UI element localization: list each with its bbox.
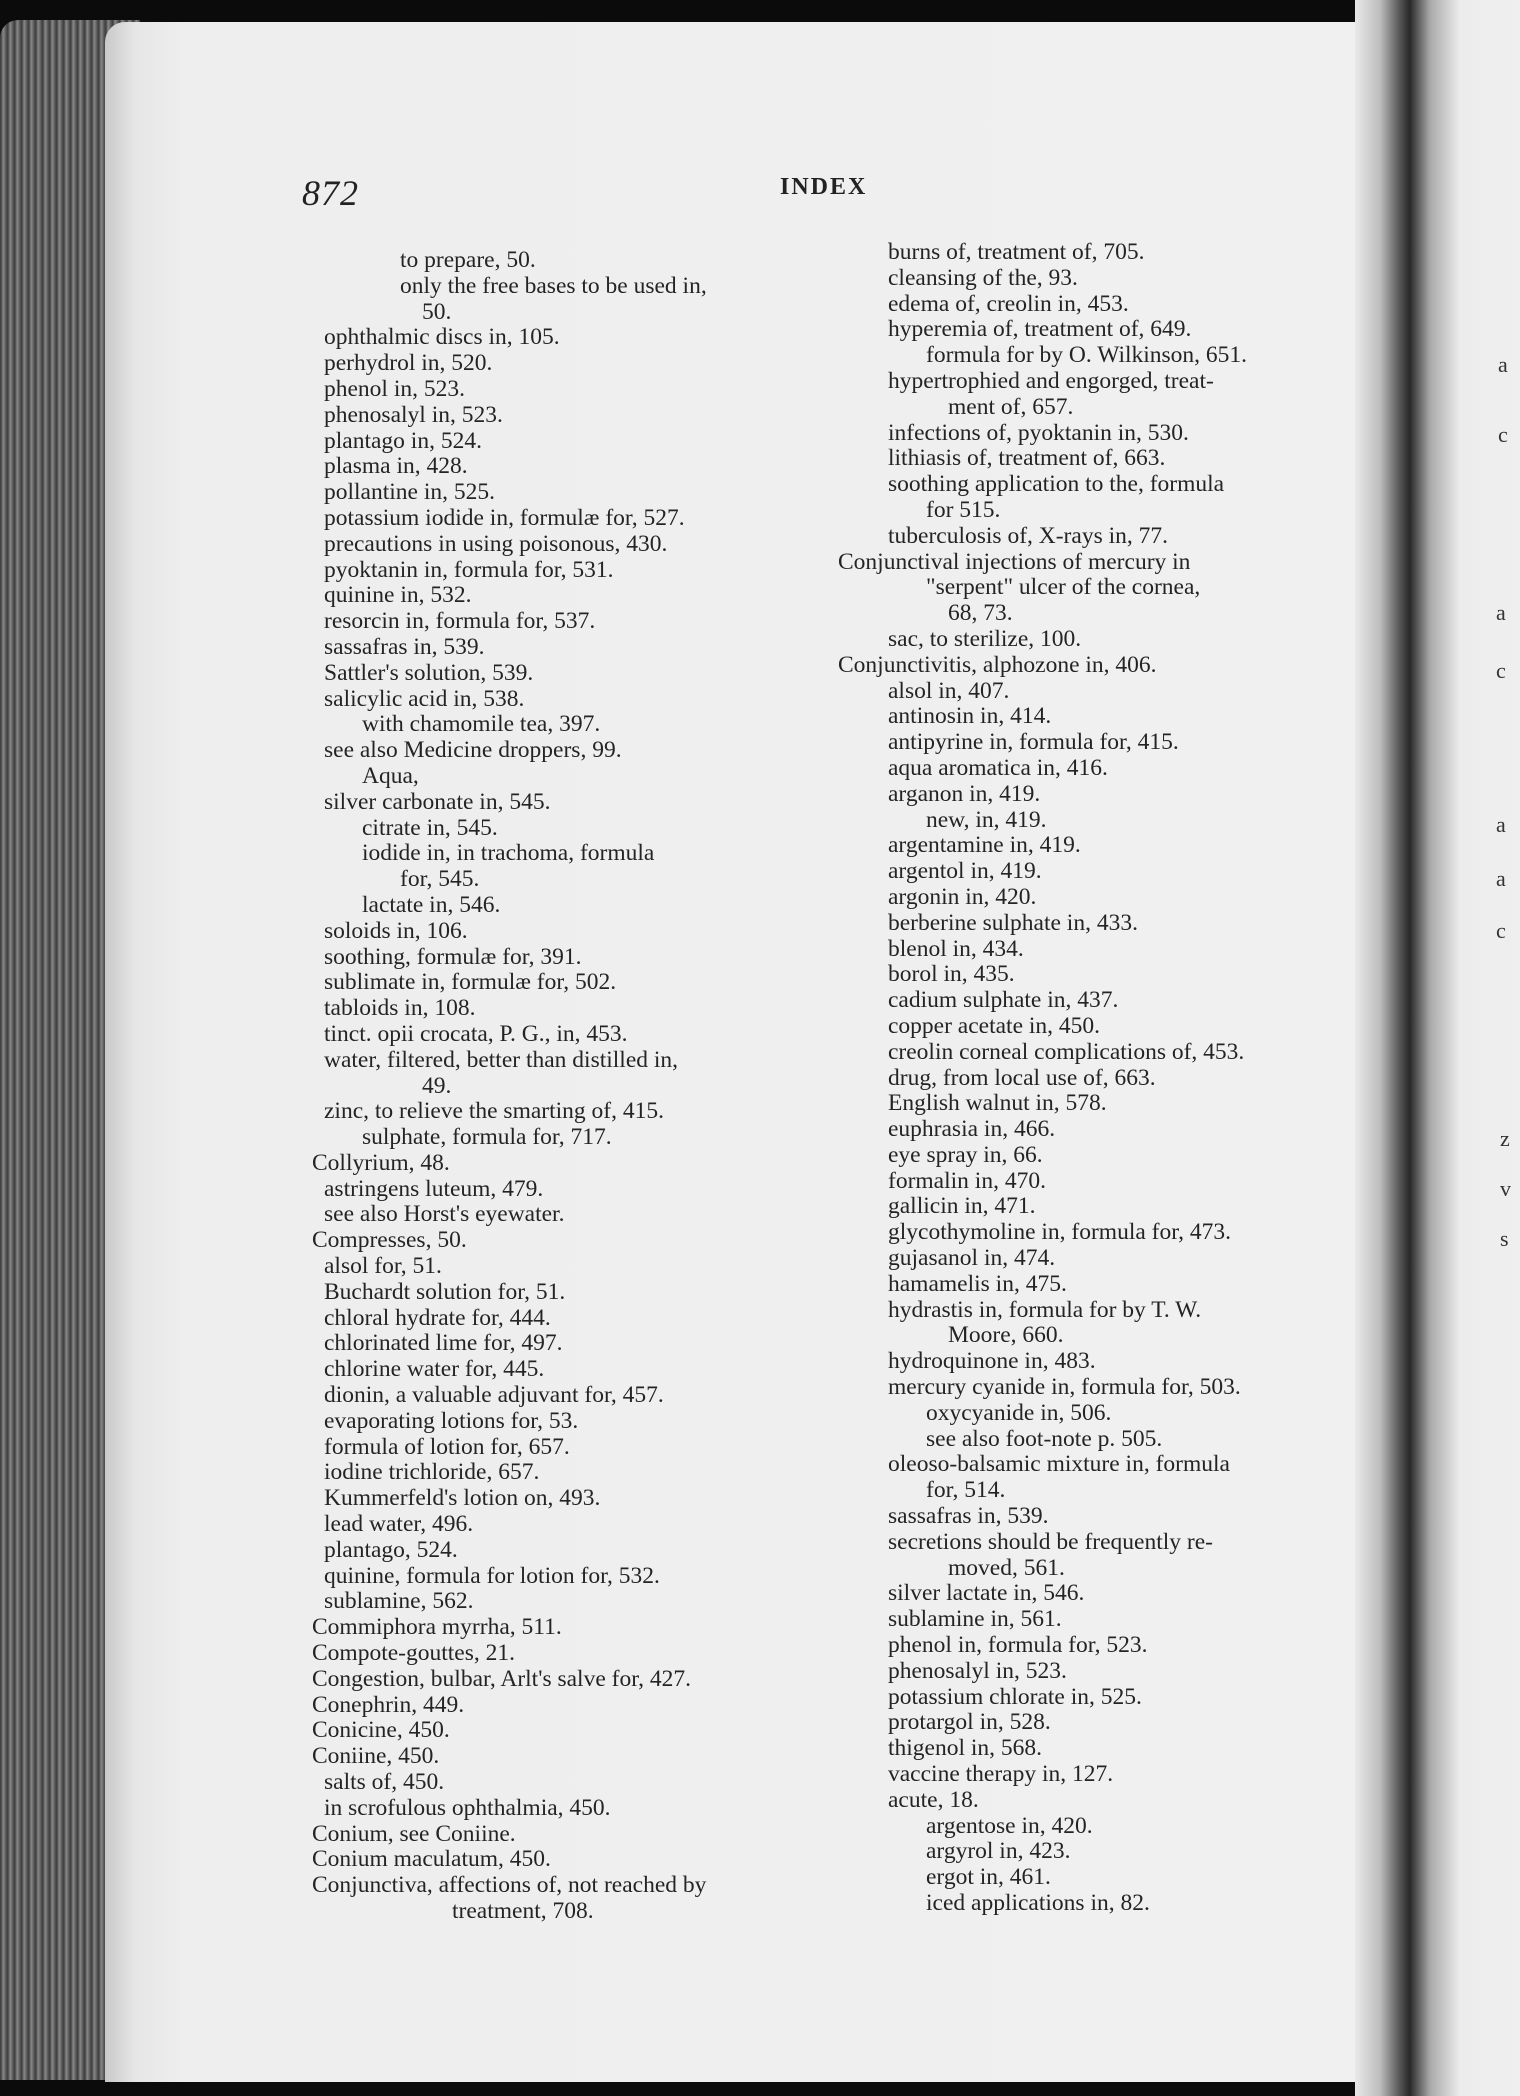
index-entry: pyoktanin in, formula for, 531. [324, 556, 614, 583]
index-entry: salicylic acid in, 538. [324, 685, 525, 712]
index-column-right [838, 240, 1358, 1917]
index-column-left [312, 248, 824, 1925]
index-entry: with chamomile tea, 397. [362, 711, 601, 738]
index-entry: phenol in, formula for, 523. [888, 1632, 1148, 1659]
index-entry: glycothymoline in, formula for, 473. [888, 1219, 1232, 1246]
index-entry: for, 545. [400, 866, 480, 893]
facing-page-letter: s [1500, 1226, 1509, 1251]
index-entry: silver carbonate in, 545. [324, 788, 551, 815]
index-entry: antipyrine in, formula for, 415. [888, 729, 1179, 756]
index-entry: Conjunctiva, affections of, not reached by [312, 1872, 707, 1899]
index-entry: secretions should be frequently re- [888, 1528, 1213, 1555]
index-entry: 49. [422, 1072, 452, 1099]
index-entry: Sattler's solution, 539. [324, 659, 534, 686]
index-entry: sublimate in, formulæ for, 502. [324, 969, 617, 996]
index-entry: iodide in, in trachoma, formula [362, 840, 655, 867]
index-entry: Moore, 660. [948, 1322, 1064, 1349]
index-entry: resorcin in, formula for, 537. [324, 608, 596, 635]
index-entry: hydroquinone in, 483. [888, 1348, 1096, 1375]
index-entry: quinine, formula for lotion for, 532. [324, 1562, 660, 1589]
index-entry: chlorinated lime for, 497. [324, 1330, 563, 1357]
index-entry: formula for by O. Wilkinson, 651. [926, 342, 1248, 369]
index-entry: chlorine water for, 445. [324, 1356, 545, 1383]
index-entry: salts of, 450. [324, 1769, 445, 1796]
index-entry: Conjunctivitis, alphozone in, 406. [838, 651, 1157, 678]
index-entry: argentol in, 419. [888, 858, 1042, 885]
facing-page-letter: z [1500, 1126, 1510, 1151]
index-entry: Conium, see Coniine. [312, 1820, 516, 1847]
index-entry: oxycyanide in, 506. [926, 1399, 1112, 1426]
index-entry: borol in, 435. [888, 961, 1015, 988]
index-entry: creolin corneal complications of, 453. [888, 1038, 1245, 1065]
index-entry: hyperemia of, treatment of, 649. [888, 316, 1192, 343]
index-entry: argentose in, 420. [926, 1812, 1093, 1839]
index-entry: berberine sulphate in, 433. [888, 909, 1138, 936]
index-entry: vaccine therapy in, 127. [888, 1761, 1114, 1788]
index-entry: antinosin in, 414. [888, 703, 1052, 730]
index-entry: dionin, a valuable adjuvant for, 457. [324, 1382, 664, 1409]
index-entry: protargol in, 528. [888, 1709, 1051, 1736]
index-entry: sassafras in, 539. [888, 1503, 1049, 1530]
index-entry: hamamelis in, 475. [888, 1270, 1067, 1297]
index-entry: ergot in, 461. [926, 1864, 1051, 1891]
index-entry: alsol in, 407. [888, 677, 1010, 704]
facing-page-letter: c [1496, 918, 1506, 943]
index-entry: potassium iodide in, formulæ for, 527. [324, 504, 685, 531]
index-entry: ment of, 657. [948, 393, 1074, 420]
index-entry: aqua aromatica in, 416. [888, 754, 1108, 781]
index-entry: zinc, to relieve the smarting of, 415. [324, 1098, 664, 1125]
index-entry: burns of, treatment of, 705. [888, 239, 1145, 265]
index-entry: phenosalyl in, 523. [324, 401, 503, 428]
facing-page-letter: c [1498, 422, 1508, 447]
index-entry: Aqua, [362, 762, 419, 789]
index-entry: formula of lotion for, 657. [324, 1433, 570, 1460]
index-entry: argentamine in, 419. [888, 832, 1081, 859]
index-entry: iodine trichloride, 657. [324, 1459, 540, 1486]
facing-page-letter: a [1496, 812, 1506, 837]
index-entry: sulphate, formula for, 717. [362, 1124, 612, 1151]
index-entry: formalin in, 470. [888, 1167, 1046, 1194]
index-entry: hydrastis in, formula for by T. W. [888, 1296, 1202, 1323]
index-entry: perhydrol in, 520. [324, 350, 493, 377]
index-entry: only the free bases to be used in, [400, 272, 707, 299]
facing-page-letter: c [1496, 658, 1506, 683]
index-entry: cadium sulphate in, 437. [888, 987, 1119, 1014]
index-entry: Kummerfeld's lotion on, 493. [324, 1485, 601, 1512]
index-entry: argonin in, 420. [888, 883, 1037, 910]
index-entry: see also Medicine droppers, 99. [324, 737, 622, 764]
index-entry: Compote-gouttes, 21. [312, 1640, 515, 1667]
index-entry: argyrol in, 423. [926, 1838, 1071, 1865]
index-entry: oleoso-balsamic mixture in, formula [888, 1451, 1230, 1478]
index-entry: acute, 18. [888, 1786, 979, 1813]
index-entry: iced applications in, 82. [926, 1890, 1150, 1916]
index-entry: pollantine in, 525. [324, 479, 496, 506]
facing-page-letter: v [1500, 1176, 1511, 1201]
index-entry: thigenol in, 568. [888, 1735, 1043, 1762]
index-entry: gujasanol in, 474. [888, 1245, 1056, 1272]
index-entry: tinct. opii crocata, P. G., in, 453. [324, 1020, 628, 1047]
index-entry: evaporating lotions for, 53. [324, 1407, 579, 1434]
index-entry: edema of, creolin in, 453. [888, 290, 1129, 317]
index-entry: astringens luteum, 479. [324, 1175, 544, 1202]
index-entry: sublamine, 562. [324, 1588, 474, 1615]
index-entry: lead water, 496. [324, 1511, 474, 1538]
index-entry: potassium chlorate in, 525. [888, 1683, 1142, 1710]
facing-page-letter: a [1498, 352, 1508, 377]
index-entry: Conium maculatum, 450. [312, 1846, 551, 1873]
index-entry: Commiphora myrrha, 511. [312, 1614, 562, 1641]
index-entry: Buchardt solution for, 51. [324, 1278, 566, 1305]
index-entry: Conicine, 450. [312, 1717, 450, 1744]
index-entry: sublamine in, 561. [888, 1606, 1062, 1633]
index-entry: drug, from local use of, 663. [888, 1064, 1156, 1091]
index-entry: Coniine, 450. [312, 1743, 440, 1770]
index-entry: 68, 73. [948, 600, 1013, 627]
index-entry: "serpent" ulcer of the cornea, [926, 574, 1201, 601]
index-entry: Compresses, 50. [312, 1227, 467, 1254]
index-entry: plasma in, 428. [324, 453, 468, 480]
facing-page-edge [1410, 0, 1520, 2096]
index-entry: to prepare, 50. [400, 247, 536, 273]
index-entry: alsol for, 51. [324, 1253, 442, 1280]
index-entry: chloral hydrate for, 444. [324, 1304, 551, 1331]
index-entry: hypertrophied and engorged, treat- [888, 367, 1214, 394]
facing-page-letter: a [1496, 866, 1506, 891]
index-entry: Collyrium, 48. [312, 1149, 450, 1176]
index-entry: new, in, 419. [926, 806, 1047, 833]
index-entry: blenol in, 434. [888, 935, 1024, 962]
index-entry: cleansing of the, 93. [888, 264, 1078, 291]
index-entry: sac, to sterilize, 100. [888, 625, 1082, 652]
index-entry: for, 514. [926, 1477, 1006, 1504]
index-entry: Conephrin, 449. [312, 1691, 465, 1718]
index-entry: lactate in, 546. [362, 891, 501, 918]
page-number: 872 [302, 173, 359, 213]
index-entry: 50. [422, 298, 452, 325]
index-entry: infections of, pyoktanin in, 530. [888, 419, 1189, 446]
index-entry: mercury cyanide in, formula for, 503. [888, 1374, 1241, 1401]
index-entry: water, filtered, better than distilled in, [324, 1046, 679, 1073]
index-entry: phenosalyl in, 523. [888, 1657, 1067, 1684]
index-entry: soothing application to the, formula [888, 471, 1225, 498]
index-entry: moved, 561. [948, 1554, 1065, 1581]
index-entry: euphrasia in, 466. [888, 1116, 1056, 1143]
index-entry: tabloids in, 108. [324, 995, 476, 1022]
index-entry: English walnut in, 578. [888, 1090, 1107, 1117]
index-entry: sassafras in, 539. [324, 633, 485, 660]
index-entry: Conjunctival injections of mercury in [838, 548, 1191, 575]
index-entry: for 515. [926, 496, 1001, 523]
index-entry: treatment, 708. [452, 1898, 594, 1924]
index-entry: quinine in, 532. [324, 582, 472, 609]
index-entry: ophthalmic discs in, 105. [324, 324, 560, 351]
index-entry: see also Horst's eyewater. [324, 1201, 565, 1228]
index-entry: plantago in, 524. [324, 427, 482, 454]
index-entry: citrate in, 545. [362, 814, 498, 841]
index-entry: Congestion, bulbar, Arlt's salve for, 427. [312, 1665, 691, 1692]
index-entry: tuberculosis of, X-rays in, 77. [888, 522, 1168, 549]
page-gutter-shadow [1355, 0, 1415, 2096]
index-entry: see also foot-note p. 505. [926, 1425, 1163, 1452]
index-entry: gallicin in, 471. [888, 1193, 1036, 1220]
index-entry: plantago, 524. [324, 1536, 458, 1563]
running-head: INDEX [780, 174, 868, 200]
index-entry: silver lactate in, 546. [888, 1580, 1085, 1607]
index-entry: soothing, formulæ for, 391. [324, 943, 582, 970]
index-entry: lithiasis of, treatment of, 663. [888, 445, 1166, 472]
index-entry: arganon in, 419. [888, 780, 1041, 807]
index-entry: phenol in, 523. [324, 375, 465, 402]
index-entry: in scrofulous ophthalmia, 450. [324, 1794, 611, 1821]
index-entry: precautions in using poisonous, 430. [324, 530, 668, 557]
index-entry: soloids in, 106. [324, 917, 468, 944]
index-entry: eye spray in, 66. [888, 1141, 1043, 1168]
facing-page-letter: a [1496, 600, 1506, 625]
index-entry: copper acetate in, 450. [888, 1012, 1101, 1039]
